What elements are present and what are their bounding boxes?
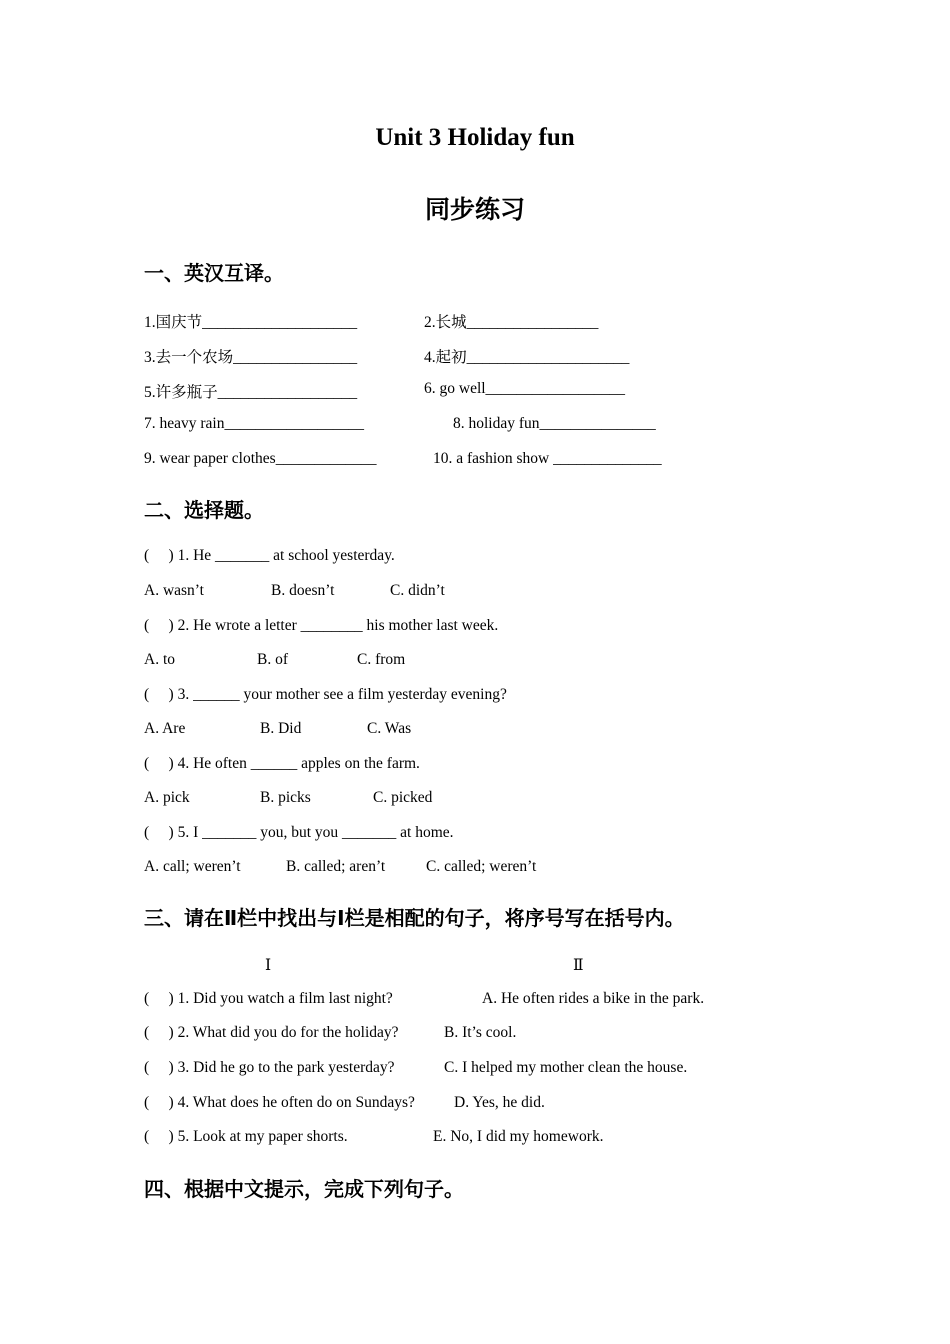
page-title: Unit 3 Holiday fun — [375, 124, 575, 151]
page-subtitle: 同步练习 — [424, 197, 525, 224]
question-5-option-c: C. called; weren’t — [426, 858, 537, 875]
column-2-header: Ⅱ — [573, 957, 584, 974]
section-4-heading: 四、根据中文提示，完成下列句子。 — [144, 1177, 464, 1201]
question-4-option-a: A. pick — [144, 789, 190, 806]
question-5-option-b: B. called; aren’t — [286, 858, 386, 875]
column-1-header: Ⅰ — [265, 957, 272, 974]
match-left-4: ( ) 4. What does he often do on Sundays? — [144, 1094, 415, 1111]
question-2-option-b: B. of — [257, 651, 288, 668]
question-5-stem: ( ) 5. I _______ you, but you _______ at home. — [144, 824, 454, 841]
question-3-option-c: C. Was — [367, 720, 412, 737]
question-1-option-b: B. doesn’t — [271, 582, 335, 599]
vocab-item-8: 8. holiday fun_______________ — [453, 415, 656, 432]
question-2-stem: ( ) 2. He wrote a letter ________ his mother last week. — [144, 617, 499, 634]
question-1-option-a: A. wasn’t — [144, 582, 204, 599]
vocab-item-1: 1.国庆节____________________ — [144, 314, 358, 331]
match-left-3: ( ) 3. Did he go to the park yesterday? — [144, 1059, 395, 1076]
section-3-heading: 三、请在Ⅱ栏中找出与Ⅰ栏是相配的句子，将序号写在括号内。 — [144, 906, 685, 930]
question-2-option-c: C. from — [357, 651, 406, 668]
question-3-stem: ( ) 3. ______ your mother see a film yesterday evening? — [144, 686, 507, 703]
match-left-1: ( ) 1. Did you watch a film last night? — [144, 990, 393, 1007]
vocab-item-6: 6. go well__________________ — [424, 380, 626, 397]
vocab-item-2: 2.长城_________________ — [424, 314, 599, 331]
match-right-e: E. No, I did my homework. — [433, 1128, 604, 1145]
question-4-option-b: B. picks — [260, 789, 311, 806]
section-1-heading: 一、英汉互译。 — [144, 261, 284, 285]
section-2-heading: 二、选择题。 — [144, 498, 264, 522]
match-left-5: ( ) 5. Look at my paper shorts. — [144, 1128, 348, 1145]
match-right-a: A. He often rides a bike in the park. — [482, 990, 705, 1007]
question-2-option-a: A. to — [144, 651, 175, 668]
question-4-stem: ( ) 4. He often ______ apples on the farm. — [144, 755, 420, 772]
vocab-item-5: 5.许多瓶子__________________ — [144, 384, 358, 401]
question-1-stem: ( ) 1. He _______ at school yesterday. — [144, 547, 395, 564]
vocab-item-10: 10. a fashion show ______________ — [433, 450, 662, 467]
match-right-d: D. Yes, he did. — [454, 1094, 545, 1111]
question-3-option-a: A. Are — [144, 720, 186, 737]
vocab-item-9: 9. wear paper clothes_____________ — [144, 450, 377, 467]
question-4-option-c: C. picked — [373, 789, 433, 806]
match-right-b: B. It’s cool. — [444, 1024, 517, 1041]
match-right-c: C. I helped my mother clean the house. — [444, 1059, 688, 1076]
match-left-2: ( ) 2. What did you do for the holiday? — [144, 1024, 399, 1041]
vocab-item-7: 7. heavy rain__________________ — [144, 415, 364, 432]
question-3-option-b: B. Did — [260, 720, 302, 737]
vocab-item-3: 3.去一个农场________________ — [144, 349, 358, 366]
vocab-item-4: 4.起初_____________________ — [424, 349, 630, 366]
question-5-option-a: A. call; weren’t — [144, 858, 241, 875]
question-1-option-c: C. didn’t — [390, 582, 445, 599]
